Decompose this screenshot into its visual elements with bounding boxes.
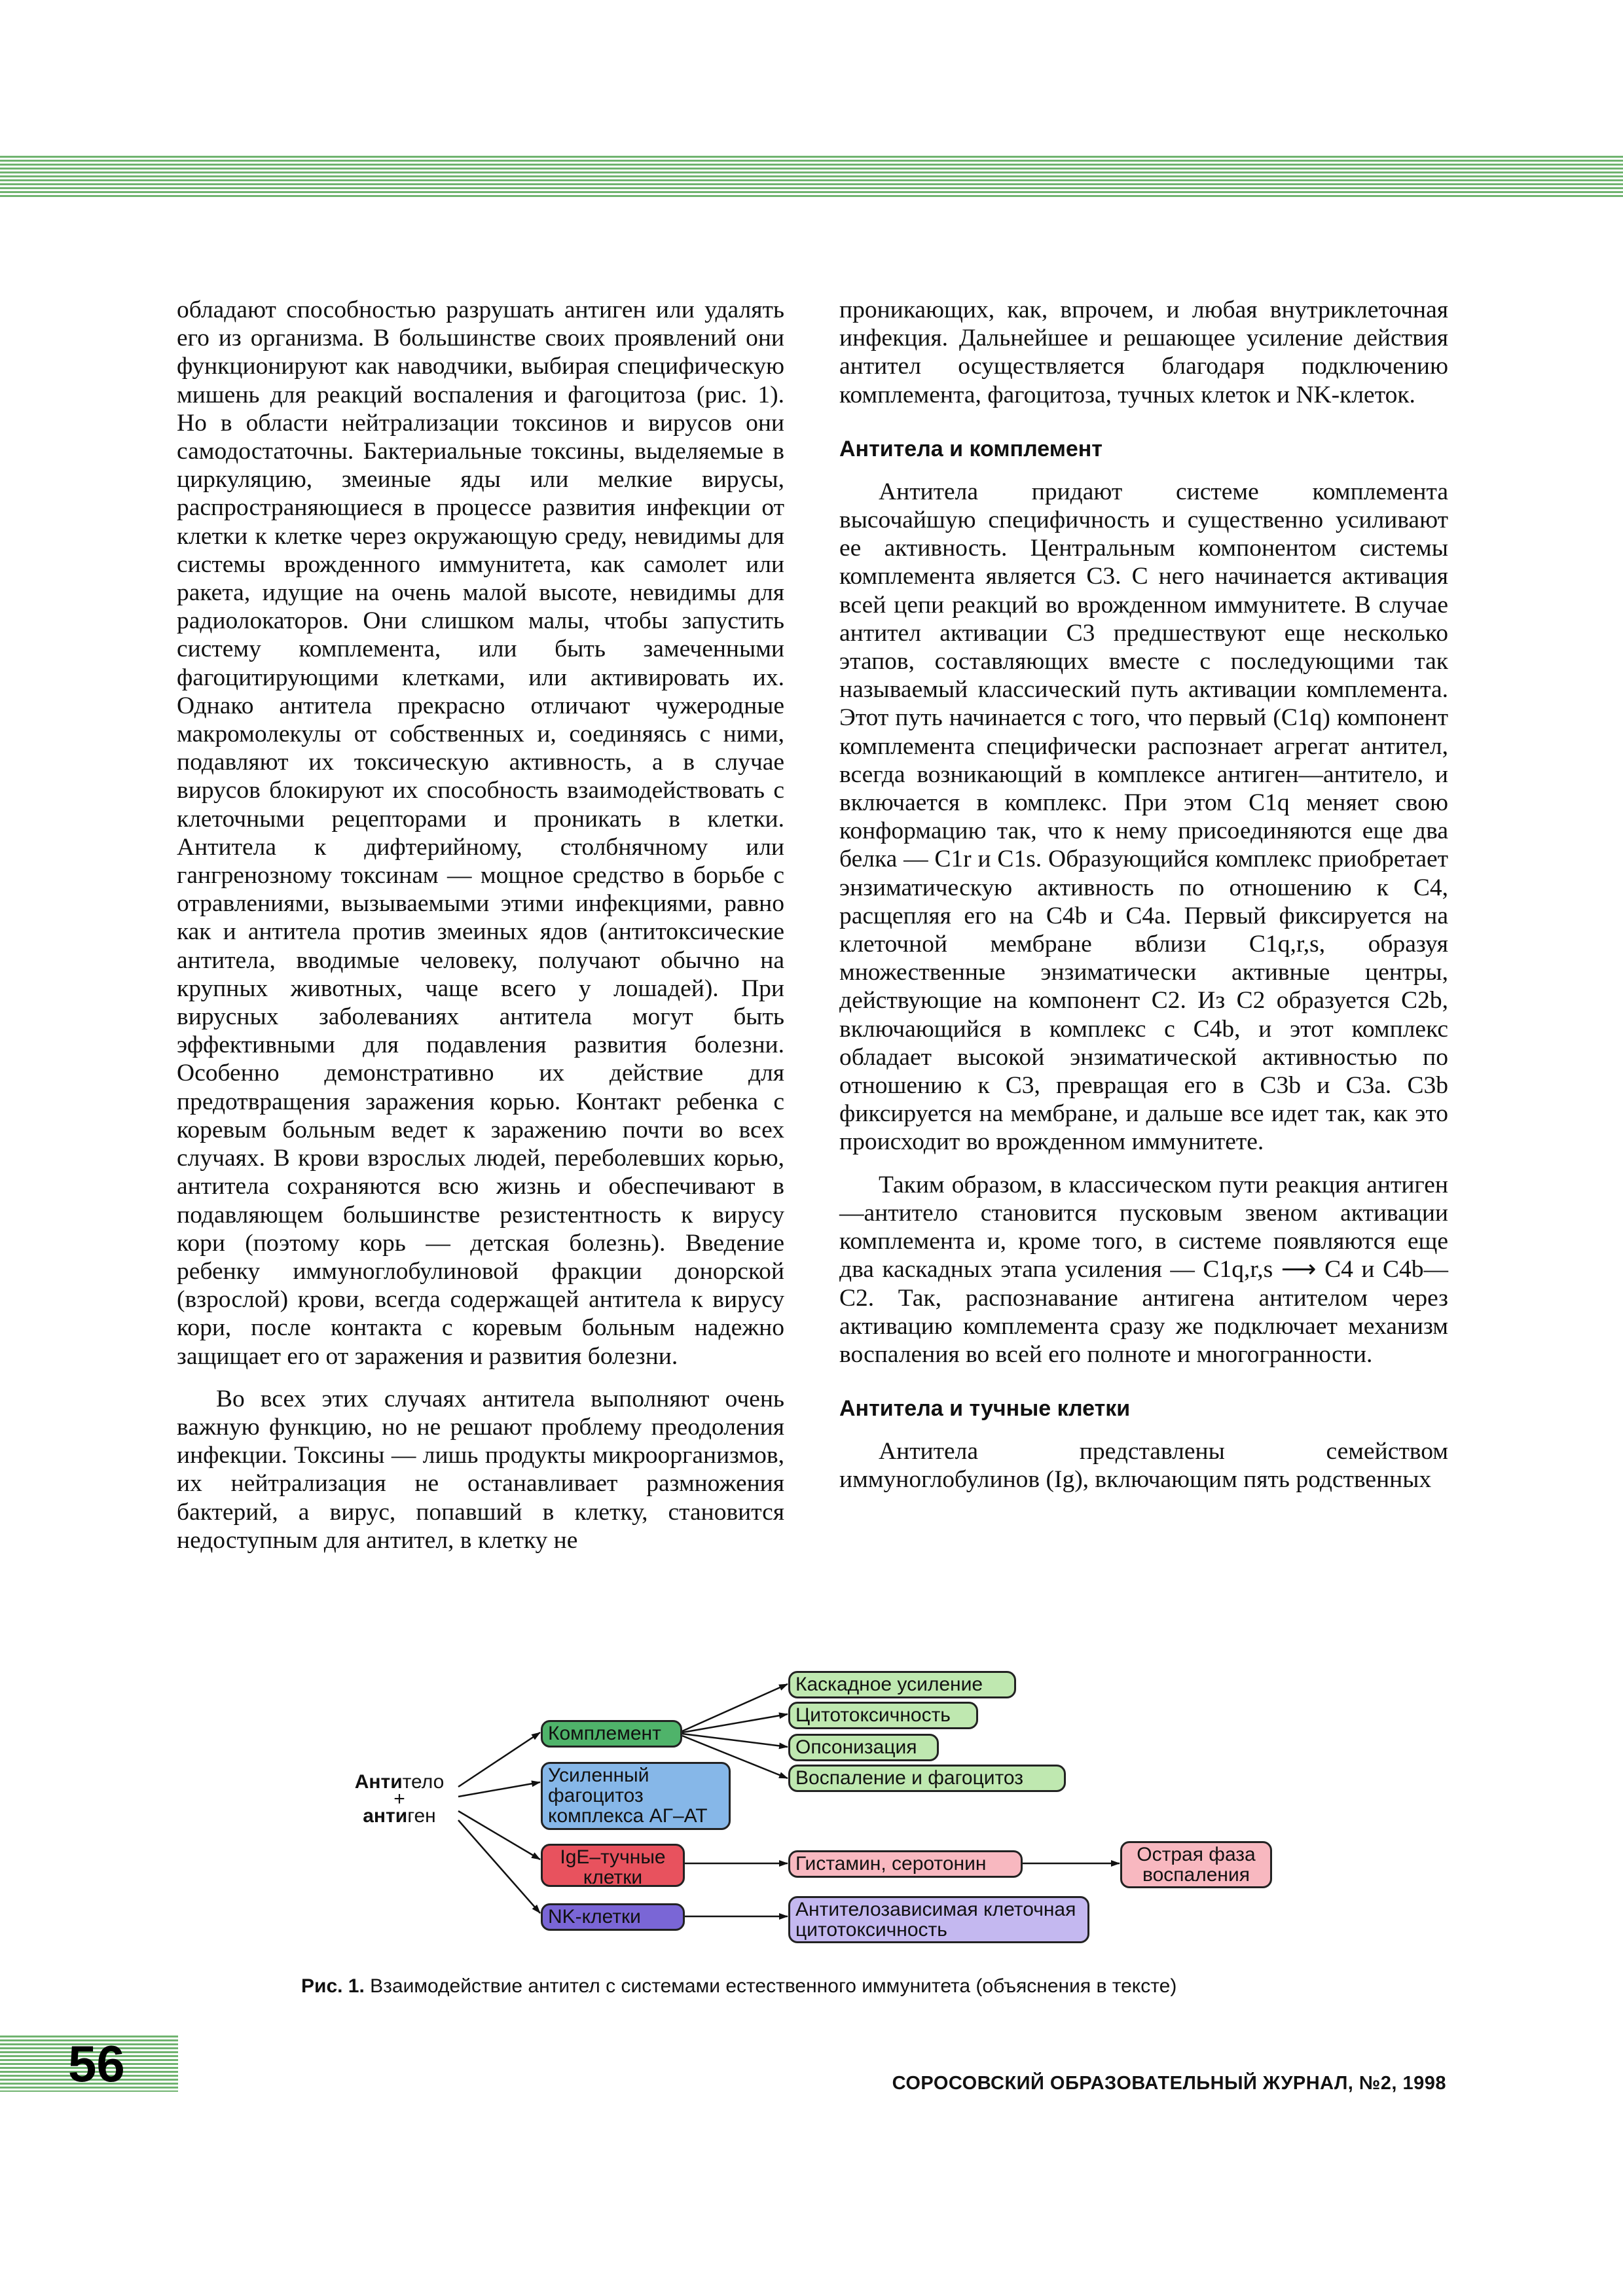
figure-caption <box>301 1975 1414 1998</box>
caption-label: Рис. 1. <box>301 1975 365 1997</box>
node-complement: Комплемент <box>541 1720 682 1748</box>
node-inflammation-phagocytosis: Воспаление и фагоцитоз <box>788 1765 1066 1792</box>
node-acute-phase: Острая фаза воспаления <box>1120 1841 1272 1888</box>
arrow-to-opsonization <box>682 1734 788 1747</box>
figure-1-diagram <box>340 1666 1296 1954</box>
top-decorative-band <box>0 156 1623 199</box>
right-paragraph-summary: Таким образом, в классическом пути реакция антиген—антитело становится пусковым звеном активации комплемента и, кроме того, в системе появляются еще два каскадных этапа усиления — С1q,r,s ⟶ С4 и С4b—С2. Так, распознавание антигена антителом через активацию комплемента сразу же подключает механизм воспаления во всей его полноте и многогранности. <box>839 1171 1448 1368</box>
node-adcc: Антителозависимая клеточная цитотоксичность <box>788 1896 1089 1943</box>
arrow-to-nk <box>458 1820 540 1913</box>
node-cascade-amplification: Каскадное усиление <box>788 1671 1016 1698</box>
node-opsonization: Опсонизация <box>788 1734 939 1761</box>
left-column <box>177 296 784 1554</box>
node-histamine-serotonin: Гистамин, серотонин <box>788 1850 1023 1878</box>
node-ige-mast-cells: IgE–тучные клетки <box>541 1844 685 1887</box>
journal-footer: СОРОСОВСКИЙ ОБРАЗОВАТЕЛЬНЫЙ ЖУРНАЛ, №2, 1998 <box>892 2073 1446 2094</box>
section-heading-complement: Антитела и комплемент <box>839 436 1103 461</box>
left-paragraph-1: обладают способностью разрушать антиген или удалять его из организма. В большинстве своих проявлений они функционируют как наводчики, выбирая специфическую мишень для реакций воспаления и фагоцитоза (рис. 1). Но в области нейтрализации токсинов и вирусов они самодостаточны. Бактериальные токсины, выделяемые в циркуляцию, змеиные яды или мелкие вирусы, распространяющиеся в процессе развития инфекции от клетки к клетке через окружающую среду, невидимы для системы врожденного иммунитета, как самолет или ракета, идущие на очень малой высоте, невидимы для радиолокаторов. Они слишком малы, чтобы запустить систему комплемента, или быть замеченными фагоцитирующими клетками, или активировать их. Однако антитела прекрасно отличают чужеродные макромолекулы от собственных и, соединяясь с ними, подавляют их токсическую активность, а в случае вирусов блокируют их способность взаимодействовать с клеточными рецепторами и проникать в клетки. Антитела к дифтерийному, столбнячному или гангренозному токсинам — мощное средство в борьбе с отравлениями, вызываемыми этими инфекциями, равно как и антитела против змеиных ядов (антитоксические антитела, вводимые человеку, получают обычно на крупных животных, чаще всего у лошадей). При вирусных заболеваниях антитела могут быть эффективными для подавления развития болезни. Особенно демонстративно их действие для предотвращения заражения корью. Контакт ребенка с коревым больным ведет к заражению почти во всех случаях. В крови взрослых людей, переболевших корью, антитела сохраняются всю жизнь и обеспечивают в подавляющем большинстве резистентность к вирусу кори (поэтому корь — детская болезнь). Введение ребенку иммуноглобулиновой фракции донорской (взрослой) крови, всегда содержащей антитела к вирусу кори, после контакта с коревым больным надежно защищает его от заражения и развития болезни. <box>177 296 784 1370</box>
node-cytotoxicity: Цитотоксичность <box>788 1702 978 1729</box>
left-paragraph-2: Во всех этих случаях антитела выполняют очень важную функцию, но не решают проблему преодоления инфекции. Токсины — лишь продукты микроорганизмов, их нейтрализация не останавливает размножения бактерий, а вирус, попавший в клетку, становится недоступным для антител, в клетку не <box>177 1385 784 1554</box>
section-heading-mast-cells: Антитела и тучные клетки <box>839 1396 1131 1422</box>
source-antibody-antigen: Антитело + антиген <box>354 1771 445 1827</box>
arrow-to-complement <box>458 1732 540 1787</box>
arrow-to-phagocytosis <box>458 1782 540 1797</box>
node-phagocytosis: Усиленный фагоцитоз комплекса АГ–АТ <box>541 1762 731 1830</box>
page-number: 56 <box>68 2035 125 2092</box>
right-paragraph-complement: Антитела придают системе комплемента высочайшую специфичность и существенно усиливают ее активность. Центральным компонентом системы комплемента является С3. С него начинается активация всей цепи реакций во врожденном иммунитете. В случае антител активации С3 предшествуют еще несколько этапов, составляющих вместе с последующими так называемый классический путь активации комплемента. Этот путь начинается с того, что первый (С1q) компонент комплемента специфически распознает агрегат антител, всегда возникающий в комплексе антиген—антитело, и включается в комплекс. При этом С1q меняет свою конформацию так, что к нему присоединяются еще два белка — С1r и С1s. Образующийся комплекс приобретает энзиматическую активность по отношению к С4, расщепляя его на С4b и С4a. Первый фиксируется на клеточной мембране вблизи С1q,r,s, образуя множественные энзиматически активные центры, действующие на компонент С2. Из С2 образуется С2b, включающийся в комплекс с С4b, и этот комплекс обладает высокой энзиматической активностью по отношению к С3, превращая его в С3b и С3a. С3b фиксируется на мембране, и дальше все идет так, как это происходит во врожденном иммунитете. <box>839 478 1448 1156</box>
caption-text: Взаимодействие антител с системами естественного иммунитета (объяснения в тексте) <box>370 1975 1177 1997</box>
right-paragraph-mast-cells: Антитела представлены семейством иммуноглобулинов (Ig), включающим пять родственных <box>839 1438 1448 1494</box>
right-column <box>839 296 1448 1494</box>
node-nk-cells: NK-клетки <box>541 1903 685 1931</box>
right-intro-paragraph: проникающих, как, впрочем, и любая внутриклеточная инфекция. Дальнейшее и решающее усиление действия антител осуществляется благодаря подключению комплемента, фагоцитоза, тучных клеток и NK-клеток. <box>839 296 1448 408</box>
